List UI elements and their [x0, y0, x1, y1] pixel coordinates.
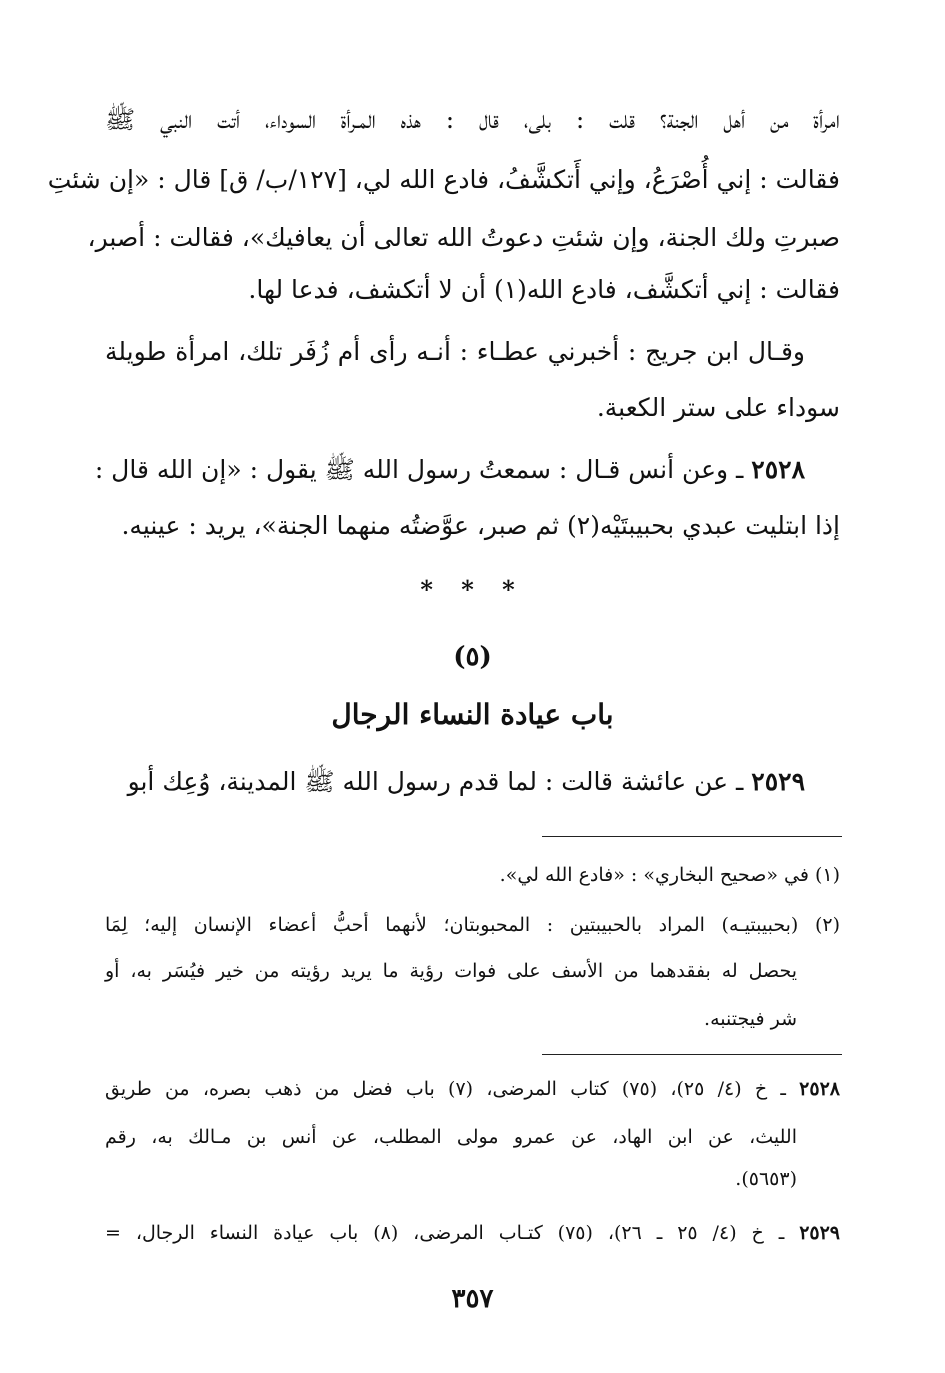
text-line: إذا ابتليت عبدي بحبيبتَيْه(٢) ثم صبر، عوَّضتُه منهما الجنة»، يريد : عينيه.	[121, 511, 840, 540]
takhrij-text: ـ خ (٤/ ٢٥)، (٧٥) كتاب المرضى، (٧) باب فضل من ذهب بصره، من طريق	[105, 1078, 786, 1100]
page-number: ٣٥٧	[451, 1284, 494, 1314]
takhrij-number: ٢٥٢٩	[799, 1222, 841, 1244]
hadith-2529	[105, 764, 805, 800]
footnote-2-line: شر فيجتنبه.	[704, 1008, 797, 1030]
takhrij-line: الليث، عن ابن الهاد، عن عمرو مولى المطلب، عن أنس بن مـالك به، رقم	[105, 1126, 797, 1148]
takhrij-2528	[105, 1074, 840, 1104]
text-line: فقالت : إني أتكشَّف، فادع الله(١) أن لا أتكشف، فدعا لها.	[248, 275, 840, 304]
takhrij-text: ـ خ (٤/ ٢٥ ـ ٢٦)، (٧٥) كتـاب المرضى، (٨) باب عيادة النساء الرجال، =	[105, 1222, 785, 1244]
takhrij-rule	[542, 1054, 842, 1055]
text-line: سوداء على ستر الكعبة.	[596, 393, 840, 422]
hadith-number: ٢٥٢٩	[751, 767, 805, 796]
text-line: فقالت : إني أُصْرَعُ، وإني أَتكشَّفُ، فادع الله لي، [١٢٧/ب/ ق] قال : «إن شئتِ	[47, 165, 840, 194]
footnote-2-line: (٢) (بحبيبتيـه) المراد بالحبيبتين : المحبوبتان؛ لأنهما أحبُّ أعضاء الإنسان إليه؛ لِمَا	[105, 914, 840, 936]
hadith-text: ـ عن عائشة قالت : لما قدم رسول الله ﷺ المدينة، وُعِك أبو	[127, 767, 744, 796]
footnote-2-line: يحصل له بفقدهما من الأسف على فوات رؤية ما يريد رؤيته من خير فيُسَر به، أو	[105, 960, 797, 982]
takhrij-line: (٥٦٥٣).	[735, 1168, 797, 1190]
text-line: امرأة من أهل الجنة؟ قلت : بلى، قال : هذه المـرأة السوداء، أتت النبي ﷺ	[105, 105, 840, 134]
takhrij-2529	[105, 1218, 840, 1248]
hadith-number: ٢٥٢٨	[751, 455, 805, 484]
footnote-rule	[542, 836, 842, 837]
text-line: وقـال ابن جريج : أخبرني عطـاء : أنـه رأى أم زُفَر تلك، امرأة طويلة	[105, 337, 805, 366]
chapter-number: (٥)	[453, 642, 492, 672]
hadith-text: ـ وعن أنس قـال : سمعتُ رسول الله ﷺ يقول : «إن الله قال :	[94, 455, 744, 484]
text-line	[94, 452, 805, 488]
separator-stars: * * *	[420, 575, 525, 604]
footnote-1: (١) في «صحيح البخاري» : «فادع الله لي».	[499, 864, 840, 886]
chapter-title: باب عيادة النساء الرجال	[331, 698, 614, 731]
takhrij-number: ٢٥٢٨	[799, 1078, 840, 1100]
text-line: صبرتِ ولك الجنة، وإن شئتِ دعوتُ الله تعالى أن يعافيك»، فقالت : أصبر،	[87, 223, 840, 252]
